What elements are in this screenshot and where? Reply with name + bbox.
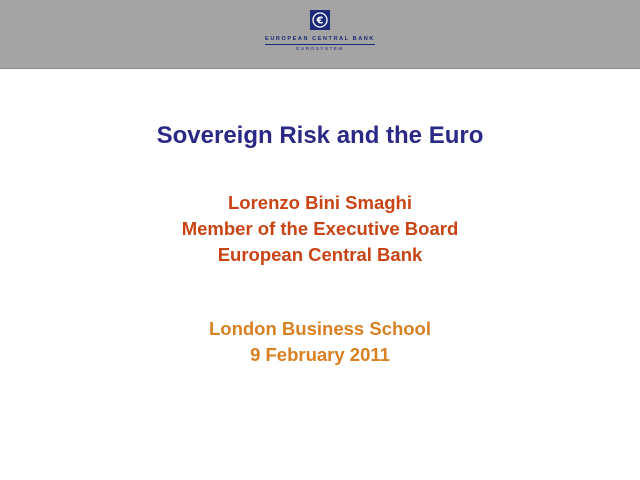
- ecb-logo: [0, 8, 640, 52]
- event-date: 9 February 2011: [250, 344, 390, 365]
- svg-text:€: €: [316, 15, 324, 27]
- eurosystem-label: EUROSYSTEM: [296, 47, 344, 52]
- event-venue: London Business School: [208, 318, 431, 339]
- logo-divider: [265, 44, 375, 45]
- slide-title: Sovereign Risk and the Euro: [156, 122, 484, 149]
- speaker-name: Lorenzo Bini Smaghi: [228, 192, 412, 213]
- speaker-block: [0, 190, 640, 268]
- event-block: [0, 316, 640, 368]
- speaker-organization: European Central Bank: [217, 244, 423, 265]
- bank-name: EUROPEAN CENTRAL BANK: [265, 36, 375, 42]
- header-banner: [0, 0, 640, 69]
- speaker-role: Member of the Executive Board: [181, 218, 459, 239]
- euro-building-icon: [308, 8, 332, 32]
